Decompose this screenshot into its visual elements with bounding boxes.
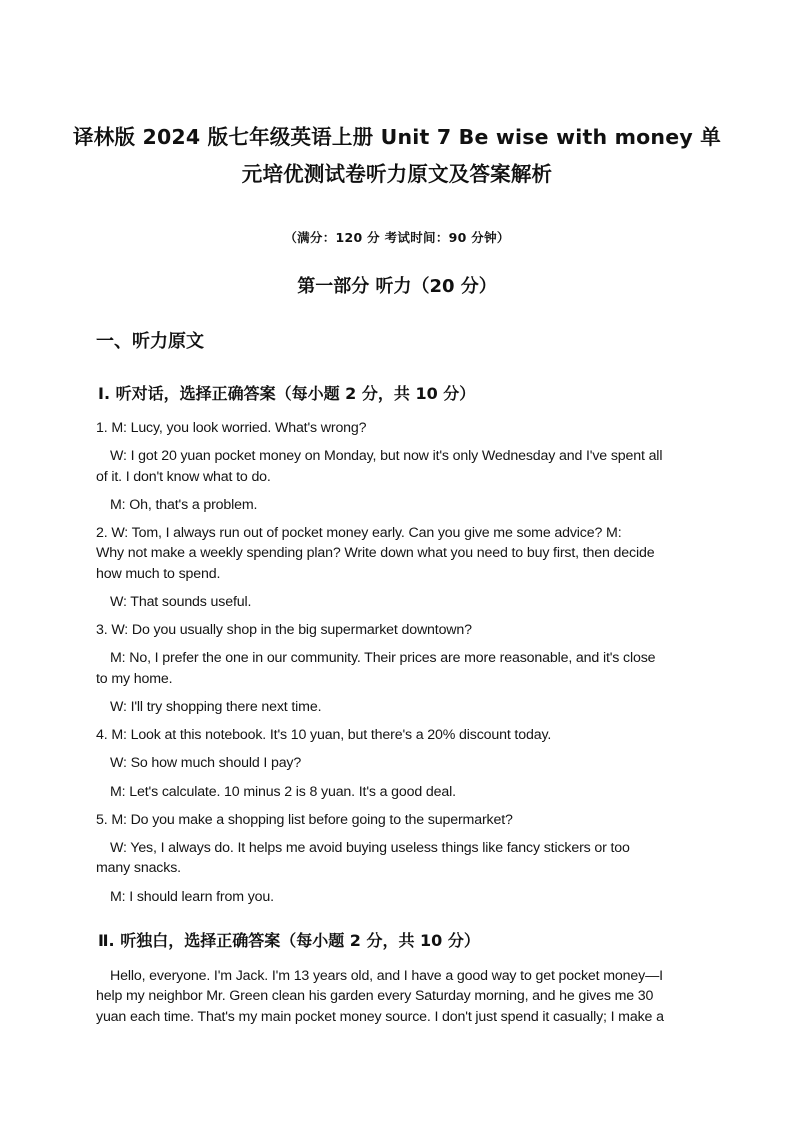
text-line: to my home. <box>96 671 173 687</box>
text-line: W: That sounds useful. <box>110 594 252 610</box>
text-line: W: I got 20 yuan pocket money on Monday, but now it's only Wednesday and I've spent all <box>110 448 663 464</box>
text-line: 2. W: Tom, I always run out of pocket money early. Can you give me some advice? M: <box>96 525 622 541</box>
text-line: yuan each time. That's my main pocket money source. I don't just spend it casually; I make a <box>96 1009 664 1025</box>
text-line: many snacks. <box>96 860 181 876</box>
text-line: 3. W: Do you usually shop in the big supermarket downtown? <box>96 622 472 638</box>
text-line: help my neighbor Mr. Green clean his garden every Saturday morning, and he gives me 30 <box>96 988 654 1004</box>
exam-meta: （满分：120 分 考试时间：90 分钟） <box>284 230 510 245</box>
text-line: M: No, I prefer the one in our community. Their prices are more reasonable, and it's close <box>110 650 656 666</box>
text-line: Hello, everyone. I'm Jack. I'm 13 years old, and I have a good way to get pocket money—I <box>110 968 663 984</box>
text-line: M: Let's calculate. 10 minus 2 is 8 yuan. It's a good deal. <box>110 784 456 800</box>
text-line: 1. M: Lucy, you look worried. What's wrong? <box>96 420 367 436</box>
text-line: M: I should learn from you. <box>110 889 274 905</box>
text-line: 5. M: Do you make a shopping list before going to the supermarket? <box>96 812 513 828</box>
part-title: 第一部分 听力（20 分） <box>297 276 497 297</box>
subsection-title-monologue: Ⅱ. 听独白，选择正确答案（每小题 2 分，共 10 分） <box>98 931 480 950</box>
subsection-title-dialogues: Ⅰ. 听对话，选择正确答案（每小题 2 分，共 10 分） <box>98 384 476 403</box>
section-title: 一、听力原文 <box>96 331 204 352</box>
text-line: Why not make a weekly spending plan? Write down what you need to buy first, then decide <box>96 545 655 561</box>
text-line: how much to spend. <box>96 566 221 582</box>
text-line: W: I'll try shopping there next time. <box>110 699 322 715</box>
document-title-line-1: 译林版 2024 版七年级英语上册 Unit 7 Be wise with money 单 <box>73 125 721 149</box>
text-line: of it. I don't know what to do. <box>96 469 271 485</box>
document-title-line-2: 元培优测试卷听力原文及答案解析 <box>241 162 553 186</box>
text-line: M: Oh, that's a problem. <box>110 497 258 513</box>
text-line: W: So how much should I pay? <box>110 755 302 771</box>
text-line: W: Yes, I always do. It helps me avoid buying useless things like fancy stickers or too <box>110 840 630 856</box>
text-line: 4. M: Look at this notebook. It's 10 yuan, but there's a 20% discount today. <box>96 727 552 743</box>
